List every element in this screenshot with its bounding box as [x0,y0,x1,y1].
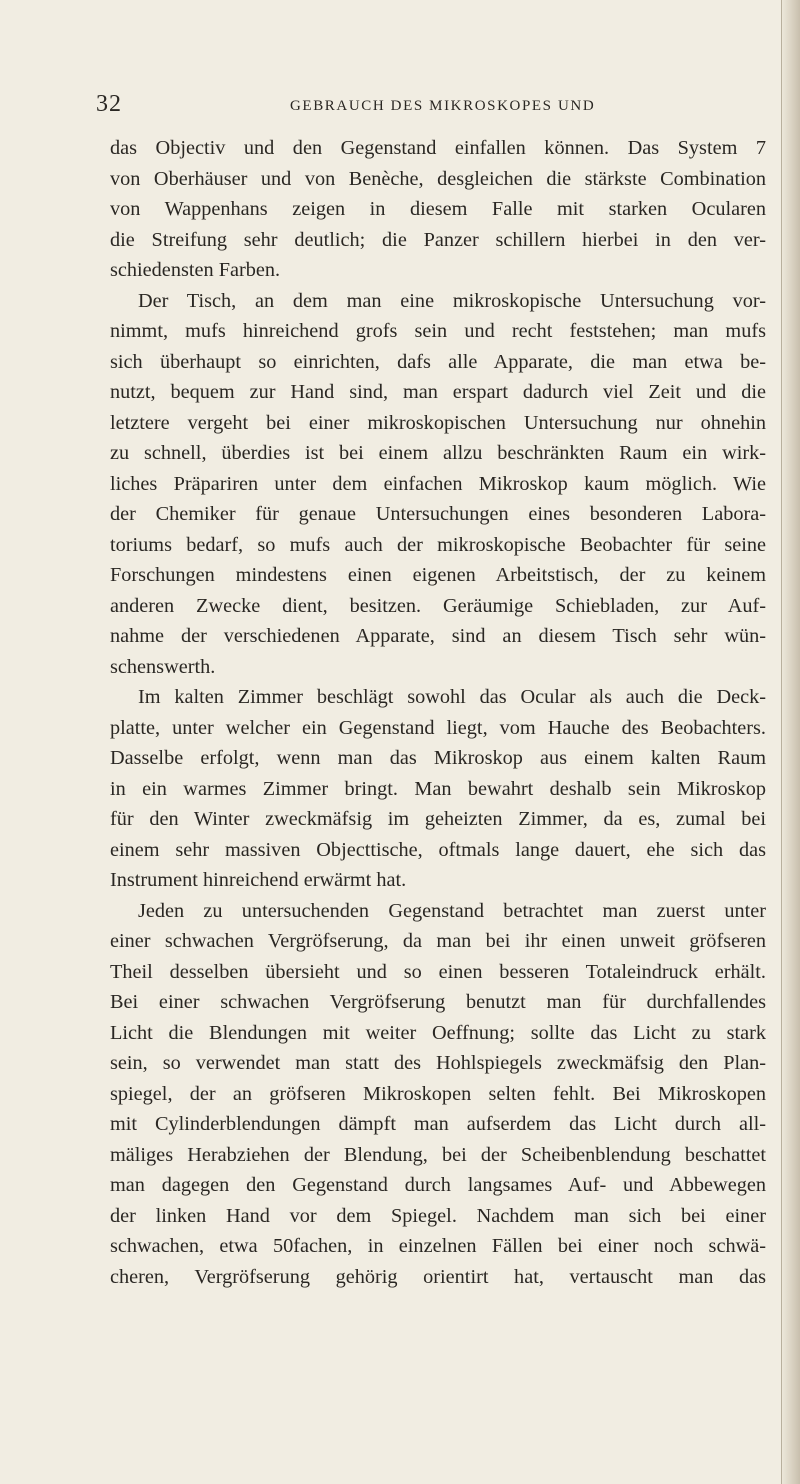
text-line: einer schwachen Vergröfserung, da man bei ihr einen unweit gröfseren [110,930,766,952]
text-line: Jeden zu untersuchenden Gegenstand betrachtet man zuerst unter [138,899,766,922]
text-line: cheren, Vergröfserung gehörig orientirt hat, vertauscht man das [110,1265,766,1288]
text-line: sich überhaupt so einrichten, dafs alle Apparate, die man etwa be- [110,350,766,373]
text-line: sein, so verwendet man statt des Hohlspiegels zweckmäfsig den Plan- [110,1052,766,1074]
text-line: zu schnell, überdies ist bei einem allzu beschränkten Raum ein wirk- [110,442,766,464]
text-line: schwachen, etwa 50fachen, in einzelnen Fällen bei einer noch schwä- [110,1235,766,1257]
text-line: einem sehr massiven Objecttische, oftmals lange dauert, ehe sich das [110,838,766,861]
text-line: platte, unter welcher ein Gegenstand liegt, vom Hauche des Beobachters. [110,716,766,739]
text-line: anderen Zwecke dient, besitzen. Geräumige Schiebladen, zur Auf- [110,594,766,617]
text-line: die Streifung sehr deutlich; die Panzer schillern hierbei in den ver- [110,228,766,251]
page-edge [781,0,800,1484]
text-line: mit Cylinderblendungen dämpft man aufserdem das Licht durch all- [110,1113,766,1135]
text-line: letztere vergeht bei einer mikroskopischen Untersuchung nur ohnehin [110,411,766,434]
text-line: nimmt, mufs hinreichend grofs sein und recht feststehen; man mufs [110,320,766,342]
text-line: Theil desselben übersieht und so einen besseren Totaleindruck erhält. [110,960,766,983]
text-line: Im kalten Zimmer beschlägt sowohl das Ocular als auch die Deck- [138,686,766,708]
text-line: man dagegen den Gegenstand durch langsames Auf- und Abbewegen [110,1174,766,1196]
body-text [110,133,766,1292]
text-line: das Objectiv und den Gegenstand einfallen können. Das System 7 [110,137,766,159]
text-line: Der Tisch, an dem man eine mikroskopische Untersuchung vor- [138,289,766,312]
text-line: der linken Hand vor dem Spiegel. Nachdem man sich bei einer [110,1204,766,1227]
page-number: 32 [96,91,122,117]
text-line: von Oberhäuser und von Benèche, desgleichen die stärkste Combination [110,167,766,190]
text-line: Instrument hinreichend erwärmt hat. [110,869,407,891]
text-line: Licht die Blendungen mit weiter Oeffnung; sollte das Licht zu stark [110,1021,766,1044]
text-line: liches Präpariren unter dem einfachen Mikroskop kaum möglich. Wie [110,472,766,495]
text-line: von Wappenhans zeigen in diesem Falle mit starken Ocularen [110,198,766,220]
text-line: spiegel, der an gröfseren Mikroskopen selten fehlt. Bei Mikroskopen [110,1082,766,1105]
running-title: GEBRAUCH DES MIKROSKOPES UND [290,98,596,114]
text-line: in ein warmes Zimmer bringt. Man bewahrt deshalb sein Mikroskop [110,777,766,800]
text-line: der Chemiker für genaue Untersuchungen eines besonderen Labora- [110,503,766,525]
text-line: mäliges Herabziehen der Blendung, bei der Scheibenblendung beschattet [110,1143,766,1166]
text-line: schenswerth. [110,655,216,678]
text-line: Dasselbe erfolgt, wenn man das Mikroskop aus einem kalten Raum [110,747,766,769]
text-line: Bei einer schwachen Vergröfserung benutzt man für durchfallendes [110,991,766,1013]
page-header [96,86,756,122]
text-line: Forschungen mindestens einen eigenen Arbeitstisch, der zu keinem [110,564,766,586]
text-line: für den Winter zweckmäfsig im geheizten Zimmer, da es, zumal bei [110,808,766,830]
text-line: nutzt, bequem zur Hand sind, man erspart dadurch viel Zeit und die [110,381,766,403]
text-line: nahme der verschiedenen Apparate, sind an diesem Tisch sehr wün- [110,625,766,647]
text-line: schiedensten Farben. [110,259,281,281]
text-line: toriums bedarf, so mufs auch der mikroskopische Beobachter für seine [110,533,766,556]
